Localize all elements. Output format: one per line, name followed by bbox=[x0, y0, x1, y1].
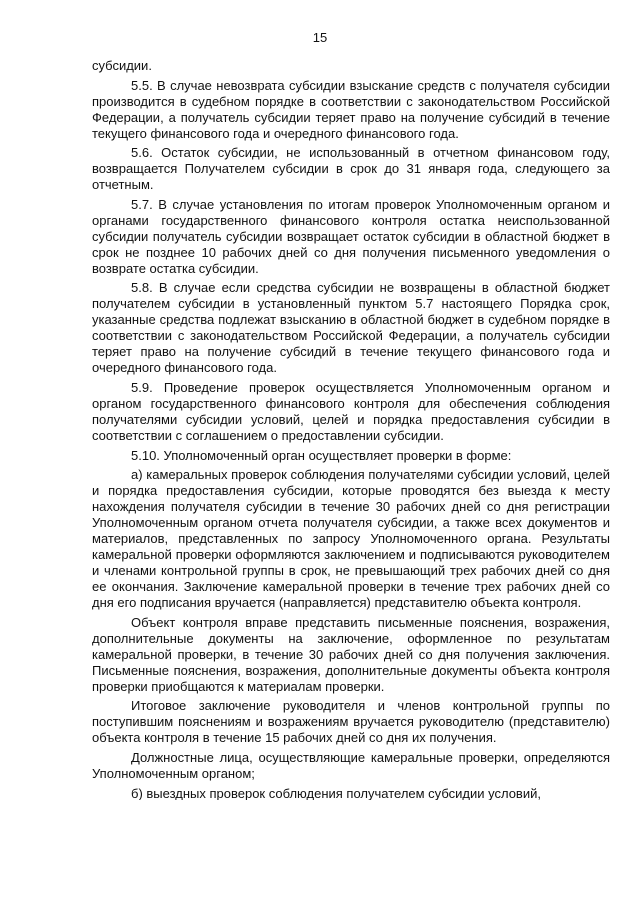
paragraph-5-10-b: б) выездных проверок соблюдения получателем субсидии условий, bbox=[131, 785, 541, 800]
paragraph-5-7: 5.7. В случае установления по итогам проверок Уполномоченным органом и органами государственного финансового контроля остатка неиспользованной субсидии получатель субсидии возвращает остаток субсидии в областной бюджет в срок не позднее 10 рабочих дней со дня получения письменного уведомления о возврате остатка субсидии. bbox=[92, 196, 610, 276]
paragraph-5-10: 5.10. Уполномоченный орган осуществляет проверки в форме: bbox=[131, 447, 512, 463]
page-number: 15 bbox=[312, 30, 328, 45]
paragraph-continuation: субсидии. bbox=[92, 58, 152, 73]
paragraph-5-6: 5.6. Остаток субсидии, не использованный в отчетном финансовом году, возвращается Получателем субсидии в срок до 31 января года, следующего за отчетным. bbox=[92, 145, 610, 193]
paragraph-final-conclusion: Итоговое заключение руководителя и членов контрольной группы по поступившим пояснениям и возражениям вручается руководителю (представителю) объекта контроля в течение 15 рабочих дней со дня их получения. bbox=[92, 698, 610, 746]
paragraph-5-10-a: а) камеральных проверок соблюдения получателями субсидии условий, целей и порядка предоставления субсидии, которые проводятся без выезда к месту нахождения получателя субсидии в течение 30 рабочих дней со дня регистрации Уполномоченным органом отчета получателя субсидии, а также всех документов и материалов, представленных по запросу Уполномоченного органа. Результаты камеральной проверки оформляются заключением и подписываются руководителем и членами контрольной группы в срок, не превышающий трех рабочих дней со дня ее окончания. Заключение камеральной проверки в течение трех рабочих дней со дня его подписания вручается (направляется) представителю объекта контроля. bbox=[92, 467, 610, 611]
paragraph-5-9: 5.9. Проведение проверок осуществляется Уполномоченным органом и органом государственного финансового контроля для обеспечения соблюдения получателями субсидии условий, целей и порядка предоставления субсидии в соответствии с соглашением о предоставлении субсидии. bbox=[92, 379, 610, 443]
paragraph-5-8: 5.8. В случае если средства субсидии не возвращены в областной бюджет получателем субсидии в установленный пунктом 5.7 настоящего Порядка срок, указанные средства подлежат взысканию в областной бюджет в судебном порядке в соответствии с законодательством Российской Федерации, а получатель субсидии теряет право на получение субсидий в течение текущего финансового года и очередного финансового года. bbox=[92, 280, 610, 376]
paragraph-5-5: 5.5. В случае невозврата субсидии взыскание средств с получателя субсидии производится в судебном порядке в соответствии с законодательством Российской Федерации, а получатель субсидии теряет право на получение субсидий в течение текущего финансового года и очередного финансового года. bbox=[92, 77, 610, 141]
paragraph-officials: Должностные лица, осуществляющие камеральные проверки, определяются Уполномоченным органом; bbox=[92, 749, 610, 781]
paragraph-objection-rights: Объект контроля вправе представить письменные пояснения, возражения, дополнительные документы на заключение, оформленное по результатам камеральной проверки, в течение 30 рабочих дней со дня получения заключения. Письменные пояснения, возражения, дополнительные документы объекта контроля проверки приобщаются к материалам проверки. bbox=[92, 614, 610, 694]
